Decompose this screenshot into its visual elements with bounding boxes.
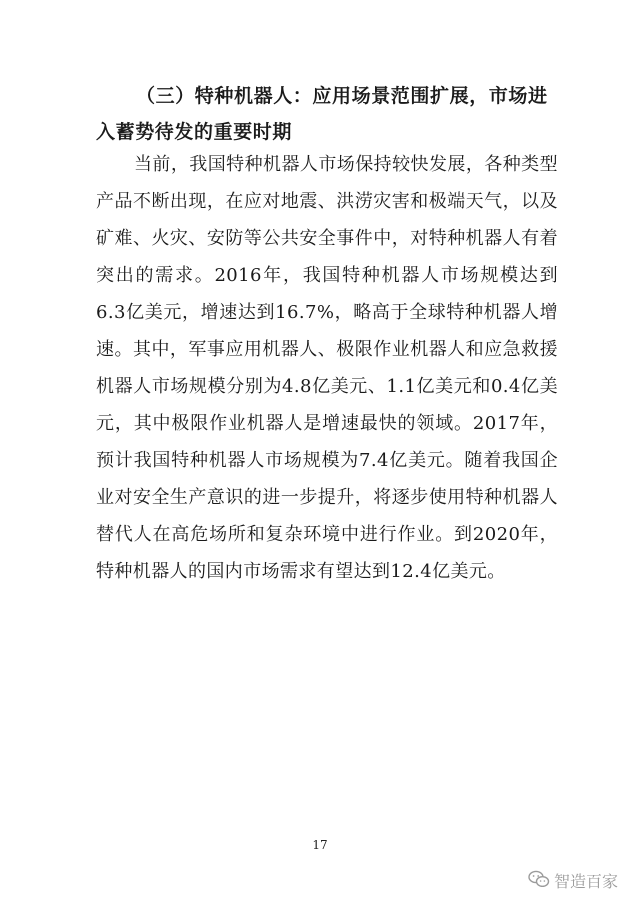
- page-number: 17: [312, 838, 328, 852]
- section-heading: （三）特种机器人：应用场景范围扩展，市场进入蓄势待发的重要时期: [96, 85, 548, 143]
- watermark: [528, 869, 618, 892]
- body-paragraph: 当前，我国特种机器人市场保持较快发展，各种类型产品不断出现，在应对地震、洪涝灾害和极端天气，以及矿难、火灾、安防等公共安全事件中，对特种机器人有着突出的需求。2016年，我国特种机器人市场规模达到6.3亿美元，增速达到16.7%，略高于全球特种机器人增速。其中，军事应用机器人、极限作业机器人和应急救援机器人市场规模分别为4.8亿美元、1.1亿美元和0.4亿美元，其中极限作业机器人是增速最快的领域。2017年，预计我国特种机器人市场规模为7.4亿美元。随着我国企业对安全生产意识的进一步提升，将逐步使用特种机器人替代人在高危场所和复杂环境中进行作业。到2020年，特种机器人的国内市场需求有望达到12.4亿美元。: [96, 154, 558, 582]
- watermark-text: 智造百家: [553, 872, 618, 891]
- wechat-icon: [528, 870, 550, 892]
